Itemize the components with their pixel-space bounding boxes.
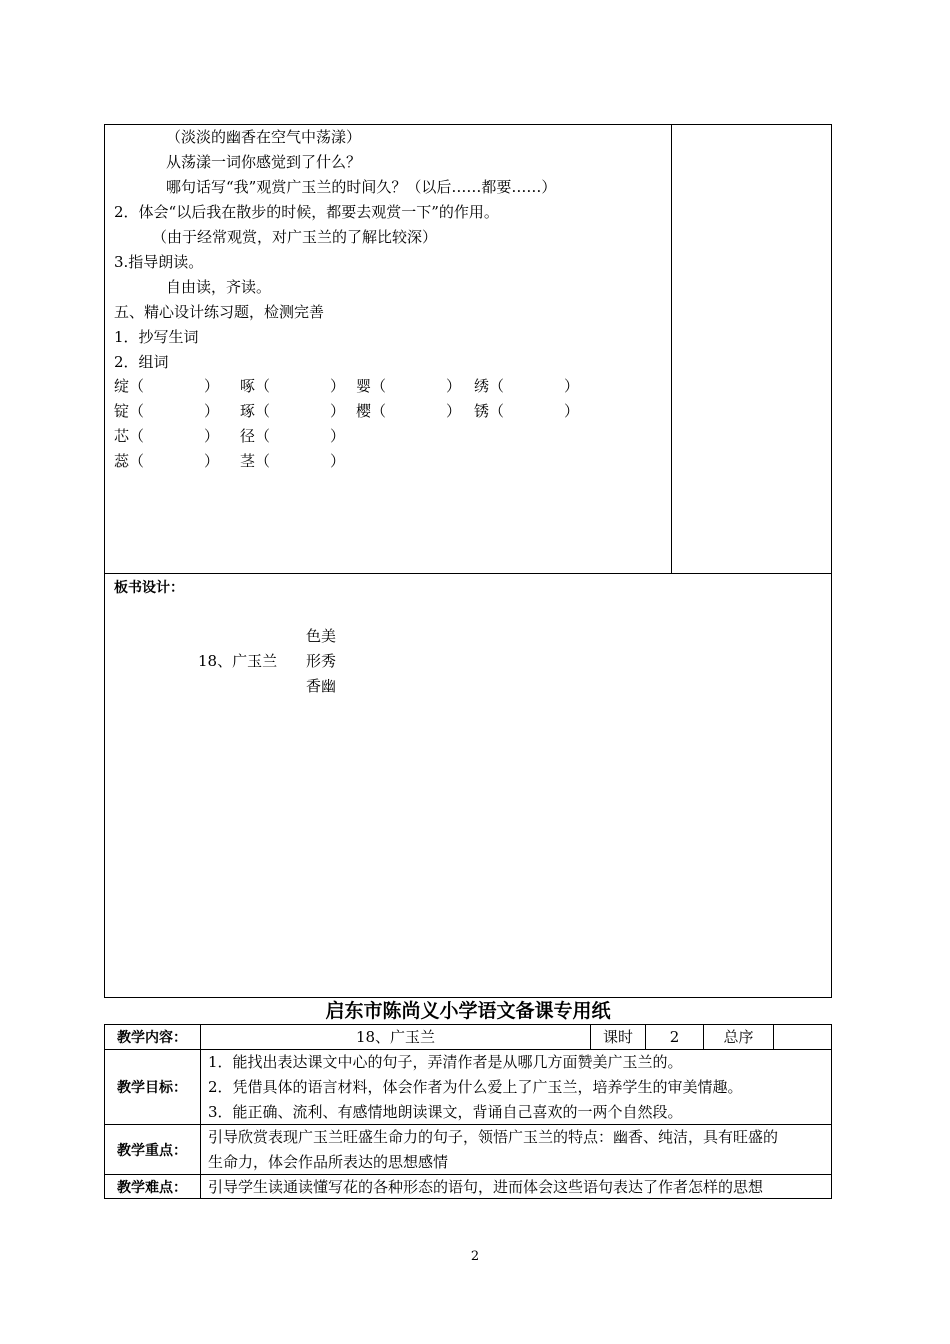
word-blank-open: 婴（ (356, 377, 387, 395)
word-blank-open: 啄（ (240, 377, 271, 395)
goal-item: 3．能正确、流利、有感情地朗读课文，背诵自己喜欢的一两个自然段。 (208, 1103, 683, 1121)
content-line: 2．组词 (114, 353, 169, 371)
content-value: 18、广玉兰 (355, 1028, 436, 1046)
word-blank-close: ） (330, 452, 346, 470)
upper-table (104, 124, 832, 998)
form-title: 启东市陈尚义小学语文备课专用纸 (325, 1000, 611, 1022)
total-label: 总序 (723, 1028, 754, 1046)
content-line: 五、精心设计练习题，检测完善 (114, 303, 325, 321)
word-blank-close: ） (446, 402, 462, 420)
difficulty-line: 引导学生读通读懂写花的各种形态的语句，进而体会这些语句表达了作者怎样的思想 (208, 1178, 764, 1196)
word-blank-close: ） (564, 402, 580, 420)
key-label: 教学重点： (117, 1142, 187, 1159)
word-blank-close: ） (204, 427, 220, 445)
page-number: 2 (470, 1249, 480, 1264)
word-blank-open: 径（ (240, 427, 271, 445)
content-line: 哪句话写“我”观赏广玉兰的时间久？（以后……都要……） (166, 178, 557, 196)
content-line: 2．体会“以后我在散步的时候，都要去观赏一下”的作用。 (114, 203, 499, 221)
word-blank-open: 绽（ (114, 377, 145, 395)
word-blank-open: 茎（ (240, 452, 271, 470)
key-line: 引导欣赏表现广玉兰旺盛生命力的句子，领悟广玉兰的特点：幽香、纯洁，具有旺盛的 (208, 1128, 779, 1146)
word-blank-close: ） (204, 402, 220, 420)
word-blank-close: ） (204, 377, 220, 395)
board-point: 香幽 (306, 677, 337, 695)
key-line: 生命力，体会作品所表达的思想感情 (208, 1153, 449, 1171)
board-point: 色美 (306, 627, 337, 645)
word-blank-open: 芯（ (114, 427, 145, 445)
word-blank-close: ） (446, 377, 462, 395)
word-blank-close: ） (204, 452, 220, 470)
board-design-label: 板书设计： (114, 580, 184, 596)
form-row-divider (104, 1124, 832, 1125)
goal-item: 2．凭借具体的语言材料，体会作者为什么爱上了广玉兰，培养学生的审美情趣。 (208, 1078, 743, 1096)
form-row-divider (104, 1049, 832, 1050)
difficulty-label: 教学难点： (117, 1180, 187, 1196)
form-label-divider (200, 1024, 201, 1199)
goal-item: 1．能找出表达课文中心的句子，弄清作者是从哪几方面赞美广玉兰的。 (208, 1053, 683, 1071)
content-line: 自由读，齐读。 (166, 278, 272, 296)
content-line: （淡淡的幽香在空气中荡漾） (166, 128, 362, 146)
board-lesson-title: 18、广玉兰 (198, 652, 278, 670)
content-line: 3.指导朗读。 (114, 253, 204, 271)
period-value: 2 (669, 1027, 680, 1046)
word-blank-close: ） (564, 377, 580, 395)
word-blank-close: ） (330, 402, 346, 420)
word-blank-open: 锭（ (114, 402, 145, 420)
word-blank-open: 琢（ (240, 402, 271, 420)
form-row-divider (104, 1174, 832, 1175)
goals-label: 教学目标： (117, 1080, 187, 1096)
word-blank-open: 绣（ (474, 377, 505, 395)
content-label: 教学内容： (117, 1029, 187, 1046)
word-blank-open: 樱（ (356, 402, 387, 420)
upper-column-divider (671, 124, 672, 574)
board-point: 形秀 (306, 652, 337, 670)
content-line: 从荡漾一词你感觉到了什么？ (166, 153, 362, 171)
word-blank-close: ） (330, 377, 346, 395)
word-blank-open: 蕊（ (114, 452, 145, 470)
content-line: （由于经常观赏，对广玉兰的了解比较深） (152, 228, 438, 246)
content-line: 1．抄写生词 (114, 328, 199, 346)
total-value (774, 1024, 832, 1049)
upper-row-divider (104, 573, 832, 574)
period-label: 课时 (602, 1028, 633, 1046)
word-blank-close: ） (330, 427, 346, 445)
word-blank-open: 锈（ (474, 402, 505, 420)
